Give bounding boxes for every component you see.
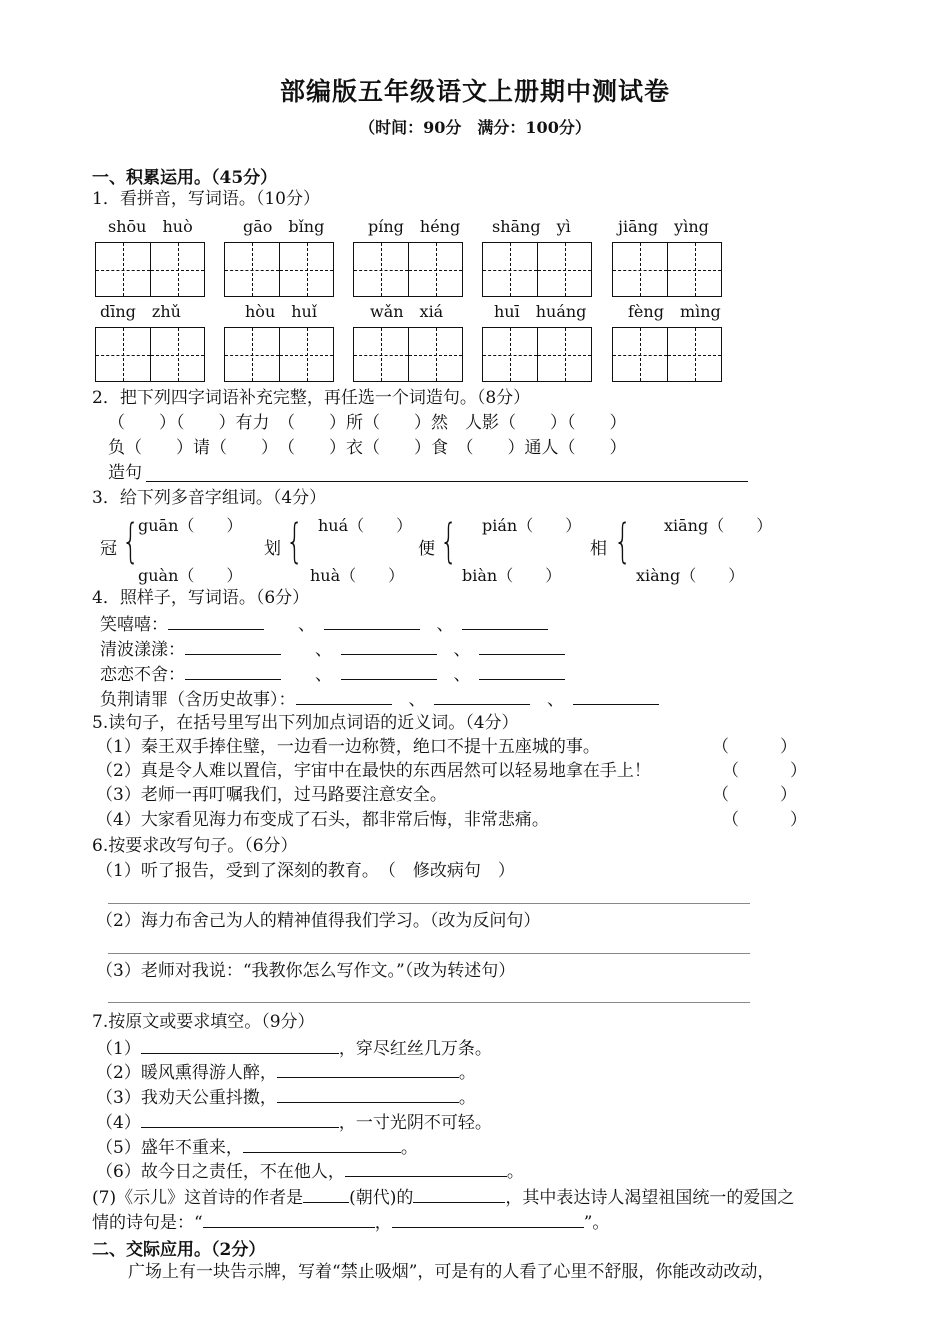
q7-text: (7)《示儿》这首诗的作者是 [92,1188,304,1208]
q7-item [92,1210,609,1234]
brace-icon: { [613,514,632,568]
q7-text: (朝代)的 [349,1188,414,1208]
answer-line[interactable] [108,1002,750,1003]
polyphone-char: 便 [418,539,435,559]
separator: 、 [453,640,462,660]
answer-paren[interactable]: （ ） [722,810,807,830]
answer-blank[interactable] [392,1210,584,1228]
q4-item [100,662,565,686]
polyphone-reading: guān（ ） [138,516,243,535]
q2-label: 2．把下列四字词语补充完整，再任选一个词造句。（8分） [92,388,531,408]
q2-idioms-line: 负（ ）请（ ） （ ）衣（ ）食 （ ）通人（ ） [108,438,627,458]
q4-example: 负荆请罪（含历史故事）： [100,690,296,710]
q2-idioms-line: （ ）（ ）有力 （ ）所（ ）然 人影（ ）（ ） [108,413,627,433]
q7-item [92,1185,794,1209]
writing-box[interactable] [482,327,592,382]
answer-line[interactable] [146,481,748,482]
q7-text: 情的诗句是：“ [92,1213,203,1233]
writing-box[interactable] [95,327,205,382]
q7-item [96,1085,476,1109]
q7-text: ，穿尽红丝几万条。 [338,1039,492,1059]
q5-sentence: （4）大家看见海力布变成了石头，都非常后悔，非常悲痛。 [96,810,549,830]
brace-icon: { [121,514,140,568]
polyphone-reading: guàn（ ） [138,566,243,585]
page-title: 部编版五年级语文上册期中测试卷 [279,77,670,106]
writing-box[interactable] [612,242,722,297]
answer-blank[interactable] [479,662,565,680]
section-2-text: 广场上有一块告示牌，写着“禁止吸烟”，可是有的人看了心里不舒服，你能改动改动， [128,1262,775,1282]
answer-blank[interactable] [303,1185,349,1203]
polyphone-char: 冠 [100,539,117,559]
q7-text: ，一寸光阴不可轻。 [338,1113,492,1133]
q7-text: ，其中表达诗人渴望祖国统一的爱国之 [505,1188,795,1208]
answer-blank[interactable] [479,637,565,655]
q7-item [96,1159,524,1183]
brace-icon: { [439,514,458,568]
q7-label: 7.按原文或要求填空。（9分） [92,1012,315,1032]
q7-text: 。 [458,1088,476,1108]
q1-label: 1．看拼音，写词语。（10分） [92,189,320,209]
section-2-heading: 二、交际应用。（2分） [92,1240,266,1260]
q4-example: 笑嘻嘻： [100,615,168,635]
writing-box[interactable] [612,327,722,382]
pinyin: dīng zhǔ [100,302,181,321]
answer-blank[interactable] [243,1135,401,1153]
q7-text: 。 [506,1162,524,1182]
section-1-heading: 一、积累运用。（45分） [92,168,278,188]
polyphone-reading: pián（ ） [482,516,582,535]
answer-blank[interactable] [296,687,392,705]
exam-info: （时间：90分 满分：100分） [359,118,591,137]
polyphone-reading: huà（ ） [310,566,405,585]
answer-blank[interactable] [141,1036,339,1054]
pinyin: wǎn xiá [370,302,444,321]
q2-sentence-label: 造句 [108,463,142,483]
q7-text: （3）我劝天公重抖擞， [96,1088,277,1108]
separator: 、 [453,665,462,685]
separator: 、 [408,690,417,710]
answer-blank[interactable] [341,637,437,655]
q5-sentence: （1）秦王双手捧住璧，一边看一边称赞，绝口不提十五座城的事。 [96,737,600,757]
answer-line[interactable] [108,953,750,954]
writing-box[interactable] [353,242,463,297]
answer-blank[interactable] [324,612,420,630]
q5-label: 5.读句子，在括号里写出下列加点词语的近义词。（4分） [92,713,519,733]
q6-task: （2）海力布舍己为人的精神值得我们学习。（改为反问句） [96,911,541,931]
answer-blank[interactable] [185,637,281,655]
answer-blank[interactable] [277,1085,459,1103]
answer-blank[interactable] [345,1159,507,1177]
q7-item [96,1135,418,1159]
answer-blank[interactable] [168,612,264,630]
q7-text: （2）暖风熏得游人醉， [96,1063,277,1083]
q6-task: （1）听了报告，受到了深刻的教育。 （ 修改病句 ） [96,861,515,881]
answer-paren[interactable]: （ ） [722,761,807,781]
writing-box[interactable] [224,242,334,297]
q7-text: （6）故今日之责任，不在他人， [96,1162,345,1182]
writing-box[interactable] [482,242,592,297]
q7-text: 。 [458,1063,476,1083]
q4-label: 4．照样子，写词语。（6分） [92,588,310,608]
polyphone-reading: xiāng（ ） [664,516,773,535]
answer-blank[interactable] [341,662,437,680]
q7-item [96,1036,492,1060]
q6-label: 6.按要求改写句子。（6分） [92,836,298,856]
q7-prefix: （1） [96,1039,141,1059]
q3-label: 3．给下列多音字组词。（4分） [92,488,327,508]
pinyin: gāo bǐng [243,217,325,236]
answer-blank[interactable] [462,612,548,630]
polyphone-char: 划 [264,539,281,559]
writing-box[interactable] [224,327,334,382]
answer-blank[interactable] [185,662,281,680]
brace-icon: { [285,514,304,568]
answer-blank[interactable] [434,687,530,705]
q7-text: ， [374,1213,392,1233]
q7-text: 。 [400,1138,418,1158]
separator: 、 [315,665,324,685]
answer-blank[interactable] [203,1210,375,1228]
pinyin: hòu huǐ [245,302,317,321]
q7-prefix: （4） [96,1113,141,1133]
polyphone-reading: xiàng（ ） [636,566,745,585]
pinyin: huī huáng [494,302,587,321]
q7-item [96,1060,476,1084]
writing-box[interactable] [353,327,463,382]
answer-line[interactable] [108,903,750,904]
answer-blank[interactable] [141,1110,339,1128]
pinyin: jiāng yìng [618,217,709,236]
polyphone-reading: biàn（ ） [462,566,562,585]
pinyin: shāng yì [492,217,571,236]
answer-blank[interactable] [413,1185,505,1203]
separator: 、 [298,615,307,635]
q5-sentence: （3）老师一再叮嘱我们，过马路要注意安全。 [96,785,447,805]
writing-box[interactable] [95,242,205,297]
q4-example: 清波漾漾： [100,640,185,660]
q5-sentence: （2）真是令人难以置信，宇宙中在最快的东西居然可以轻易地拿在手上！ [96,761,651,781]
answer-blank[interactable] [573,687,659,705]
q4-example: 恋恋不舍： [100,665,185,685]
pinyin: píng héng [368,217,461,236]
answer-blank[interactable] [277,1060,459,1078]
q4-item [100,687,659,711]
answer-paren[interactable]: （ ） [712,737,797,757]
separator: 、 [436,615,445,635]
pinyin: fèng mìng [628,302,721,321]
q7-text: ”。 [583,1213,610,1233]
pinyin: shōu huò [108,217,193,236]
separator: 、 [315,640,324,660]
q6-task: （3）老师对我说：“我教你怎么写作文。”（改为转述句） [96,961,516,981]
answer-paren[interactable]: （ ） [712,785,797,805]
q4-item [100,612,548,636]
polyphone-reading: huá（ ） [318,516,413,535]
q7-text: （5）盛年不重来， [96,1138,243,1158]
polyphone-char: 相 [590,539,607,559]
q4-item [100,637,565,661]
separator: 、 [547,690,556,710]
q7-item [96,1110,492,1134]
